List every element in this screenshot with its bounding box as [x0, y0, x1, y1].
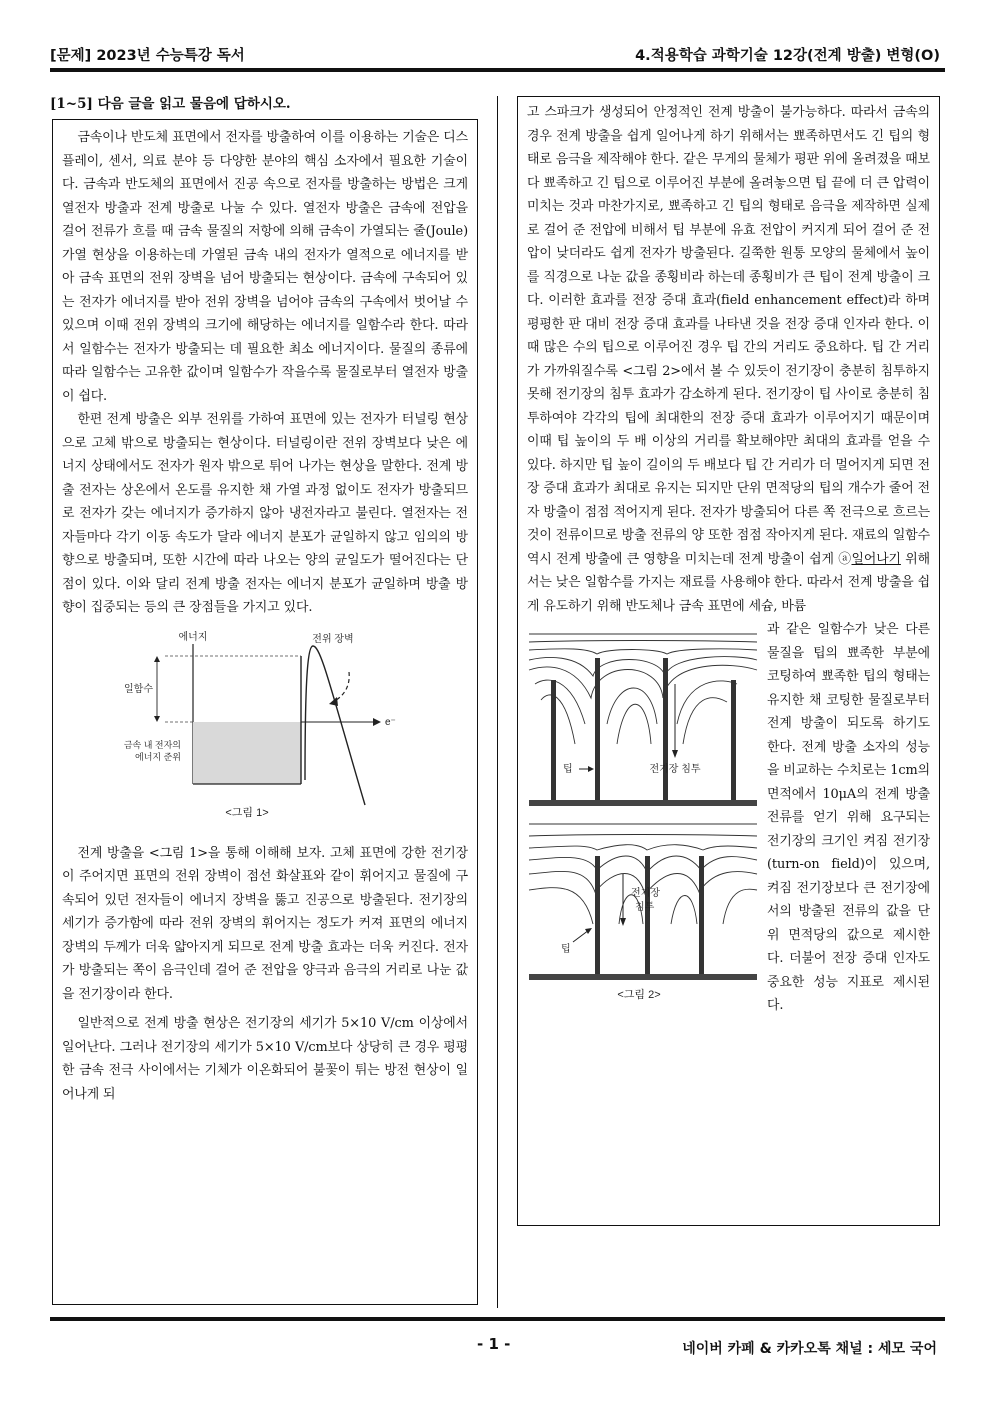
figure-1: [123, 630, 396, 820]
passage-box-left: [52, 119, 478, 1305]
figure-2: [527, 624, 759, 1008]
footer-channel: 네이버 카페 & 카카오톡 채널 : 세모 국어: [682, 1341, 937, 1357]
header-right: 4.적용학습 과학기술 12강(전계 방출) 변형(O): [635, 48, 940, 64]
page-number: - 1 -: [477, 1335, 511, 1353]
paragraph: 일반적으로 전계 방출 현상은 전기장의 세기가 5×10 V/cm 이상에서 일어난다. 그러나 전기장의 세기가 5×10 V/cm보다 상당히 큰 경우 평평한 금속 전극 사이에서는 기체가 이온화되어 불꽃이 튀는 방전 현상이 일어나게 되: [62, 1016, 468, 1102]
figure-1-caption: <그림 1>: [225, 806, 269, 819]
bottom-rule: [50, 1317, 945, 1321]
figure-2-top-panel: [529, 634, 757, 806]
column-divider: [497, 96, 498, 1308]
underlined-word-a: ⓐ일어나기: [838, 551, 901, 567]
penetration-label-bottom-1: 전기장: [631, 888, 660, 899]
figure-2-bottom-panel: [529, 824, 757, 1001]
paragraph: 금속이나 반도체 표면에서 전자를 방출하여 이를 이용하는 기술은 디스플레이, 센서, 의료 분야 등 다양한 분야의 핵심 소자에서 필요한 기술이다. 금속과 반도체의 표면에서 진공 속으로 전자를 방출하는 방법은 크게 열전자 방출과 전계 방출로 나눌 수 있다. 열전자 방출은 금속에 전압을 걸어 전류가 흐를 때 금속 물질의 저항에 의해 금속이 가열되는 줄(Joule) 가열 현상을 이용하는데 가열된 금속 내의 전자가 열적으로 에너지를 받아 금속 표면의 전위 장벽을 넘어 방출되는 현상이다. 금속에 구속되어 있는 전자가 에너지를 받아 전위 장벽을 넘어야 금속의 구속에서 벗어날 수 있으며 이때 전위 장벽의 크기에 해당하는 에너지를 일함수라 한다. 따라서 일함수는 전자가 방출되는 데 필요한 최소 에너지이다. 물질의 종류에 따라 일함수는 고유한 값이며 일함수가 작을수록 물질로부터 열전자 방출이 쉽다.: [62, 130, 468, 404]
question-instruction: [1~5] 다음 글을 읽고 물음에 답하시오.: [50, 96, 291, 112]
dashed-arrow: [333, 672, 349, 702]
paragraph: 고 스파크가 생성되어 안정적인 전계 방출이 불가능하다. 따라서 금속의 경우 전계 방출을 쉽게 일어나게 하기 위해서는 뾰족하면서도 긴 팁의 형태로 음극을 제작해야 한다. 같은 무게의 물체가 평판 위에 올려졌을 때보다 뾰족하고 긴 팁으로 이루어진 부분에 올려놓으면 팁 끝에 더 큰 압력이 미치는 것과 마찬가지로, 뾰족하고 긴 팁의 형태로 음극을 제작하면 실제로 걸어 준 전압에 비해서 팁 부분에 유효 전압이 커지게 되어 걸어 준 전압이 낮더라도 쉽게 전자가 방출된다. 길쭉한 원통 모양의 물체에서 높이를 직경으로 나눈 값을 종횡비라 하는데 종횡비가 큰 팁이 전계 방출이 크다. 이러한 효과를 전장 증대 효과(field enhancement effect)라 하며 평평한 판 대비 전장 증대 효과를 나타낸 것을 전장 증대 인자라 한다. 이때 많은 수의 팁으로 이루어진 경우 팁 간의 거리도 중요하다. 팁 간 거리가 가까워질수록 <그림 2>에서 볼 수 있듯이 전기장이 충분히 침투하지 못해 전기장의 침투 효과가 감소하게 된다. 전기장이 팁 사이로 충분히 침투하여야 각각의 팁에 최대한의 전장 증대 효과가 이루어지기 때문이며 이때 팁 높이의 두 배 이상의 거리를 확보해야만 최대의 효과를 얻을 수 있다. 하지만 팁 높이 길이의 두 배보다 팁 간 거리가 더 멀어지게 되면 전장 증대 효과가 최대로 유지는 되지만 단위 면적당의 팁의 개수가 줄어 전자 방출이 점점 적어지게 된다. 전자가 방출되어 다른 쪽 전극으로 흐르는 것이 전류이므로 방출 전류의 양 또한 점점 작아지게 된다. 재료의 일함수 역시 전계 방출에 큰 영향을 미치는데 전계 방출이 쉽게 ⓐ일어나기 위해서는 낮은 일함수를 가지는 재료를 사용해야 한다. 따라서 전계 방출을 쉽게 유도하기 위해 반도체나 금속 표면에 세슘, 바륨: [527, 105, 931, 614]
header-left: [문제] 2023년 수능특강 독서: [50, 48, 245, 64]
work-function-label: 일함수: [124, 683, 153, 695]
energy-level-label-2: 에너지 준위: [135, 751, 181, 762]
paragraph: 한편 전계 방출은 외부 전위를 가하여 표면에 있는 전자가 터널링 현상으로 고체 밖으로 방출되는 현상이다. 터널링이란 전위 장벽보다 낮은 에너지 상태에서도 전자가 원자 밖으로 튀어 나가는 현상을 말한다. 전계 방출 전자는 상온에서 온도를 유지한 채 가열 과정 없이도 전자가 방출되므로 전자가 갖는 에너지가 증가하지 않아 냉전자라고 불린다. 열전자는 전자들마다 각기 이동 속도가 달라 에너지 분포가 균일하지 않고 임의의 방향으로 방출되며, 또한 시간에 따라 나오는 양의 균일도가 떨어진다는 단점이 있다. 이와 달리 전계 방출 전자는 에너지 분포가 균일하며 방출 방향이 집중되는 등의 큰 장점들을 가지고 있다.: [62, 412, 468, 615]
penetration-label-bottom-2: 침투: [635, 902, 655, 913]
tip-label-top: 팁: [563, 764, 573, 775]
penetration-label-top: 전기장 침투: [649, 764, 701, 775]
energy-label: 에너지: [178, 631, 208, 643]
electron-label: e⁻: [385, 716, 396, 728]
top-rule: [50, 68, 945, 72]
energy-level-label-1: 금속 내 전자의: [123, 739, 181, 750]
paragraph: 과 같은 일함수가 낮은 다른 물질을 팁의 뾰족한 부분에 코팅하여 뾰족한 팁의 형태는 유지한 채 코팅한 물질로부터 전계 방출이 되도록 하기도 한다. 전계 방출 소자의 성능을 비교하는 수치로는 1cm의 면적에서 10μA의 전계 방출 전류를 얻기 위해 요구되는 전기장의 크기인 켜짐 전기장(turn-on field)이 있으며, 켜짐 전기장보다 큰 전기장에서의 방출된 전류의 값을 단위 면적당의 값으로 제시한다. 더불어 전장 증대 인자도 중요한 성능 지표로 제시된다.: [767, 622, 930, 1013]
passage-box-right: [517, 96, 940, 1226]
barrier-label: 전위 장벽: [312, 633, 354, 645]
figure-2-caption: <그림 2>: [617, 989, 661, 1001]
electron-well: [193, 722, 301, 784]
potential-barrier-curve: [305, 646, 365, 805]
tip-label-bottom: 팁: [561, 944, 571, 955]
paragraph: 전계 방출을 <그림 1>을 통해 이해해 보자. 고체 표면에 강한 전기장이 주어지면 표면의 전위 장벽이 점선 화살표와 같이 휘어지고 물질에 구속되어 있던 전자들이 에너지 장벽을 뚫고 진공으로 방출된다. 전기장의 세기가 증가함에 따라 전위 장벽의 휘어지는 정도가 커져 표면의 에너지 장벽의 두께가 더욱 얇아지게 되므로 전계 방출 효과는 더욱 커진다. 전자가 방출되는 쪽이 음극인데 걸어 준 전압을 양극과 음극의 거리로 나눈 값을 전기장이라 한다.: [62, 845, 468, 1002]
